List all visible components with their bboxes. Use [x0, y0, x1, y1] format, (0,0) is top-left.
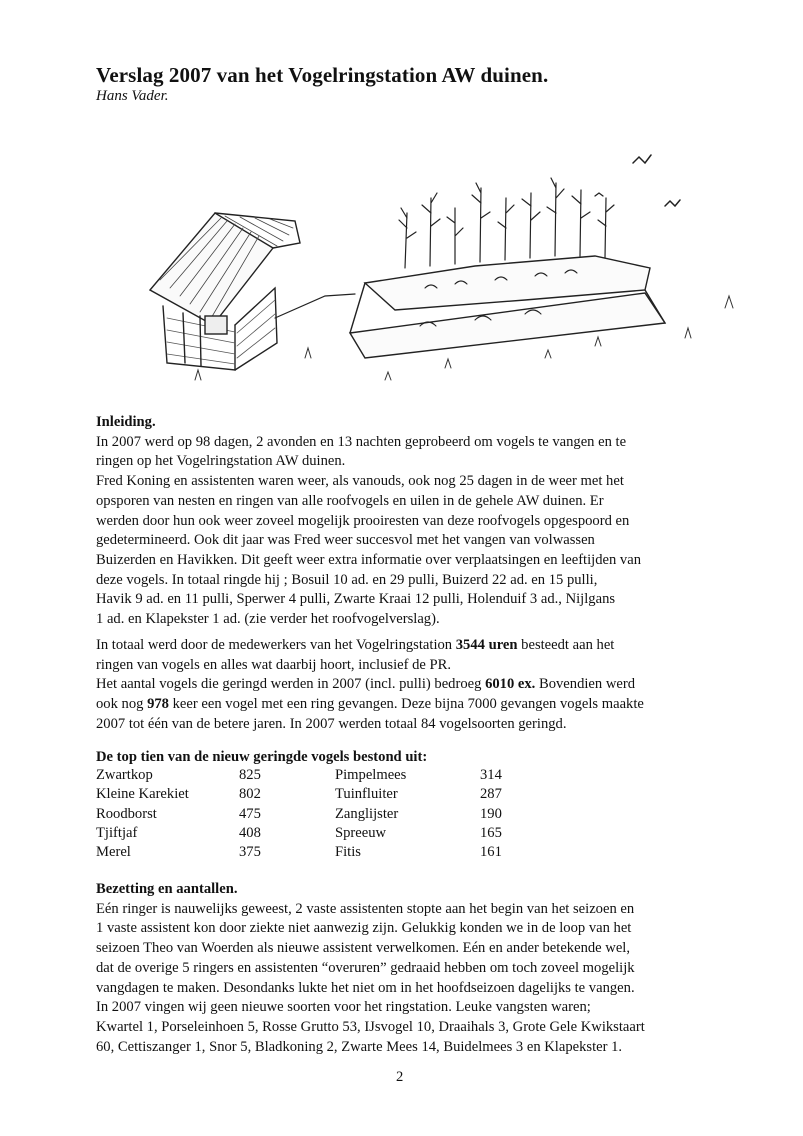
- text-run: ook nog: [96, 696, 148, 713]
- text-line: opsporen van nesten en ringen van alle roofvogels en uilen in de gehele AW duinen. Er: [96, 492, 604, 509]
- species-count: 190: [480, 805, 502, 822]
- text-run: besteedt aan het: [517, 637, 615, 653]
- species-name: Zanglijster: [335, 805, 399, 822]
- species-count: 314: [480, 767, 502, 783]
- author-name: Hans Vader.: [96, 88, 169, 104]
- text-line: 1 vaste assistent kon door ziekte niet aanwezig zijn. Gelukkig konden we in de loop van het: [96, 920, 632, 937]
- text-line: werden door hun ook weer zoveel mogelijk prooiresten van deze roofvogels opgespoord en: [96, 512, 630, 529]
- bird-2: [665, 200, 680, 206]
- species-name: Merel: [96, 844, 131, 861]
- species-count: 408: [239, 824, 261, 841]
- page-title: Verslag 2007 van het Vogelringstation AW duinen.: [96, 63, 549, 87]
- species-count: 475: [239, 805, 261, 822]
- section-heading: Inleiding.: [96, 414, 156, 430]
- text-line: dat de overige 5 ringers en assistenten “overuren” gedraaid hebben om toch zoveel mogelijk: [96, 959, 635, 976]
- species-name: Zwartkop: [96, 767, 153, 783]
- text-run: Bovendien werd: [535, 676, 636, 693]
- species-count: 825: [239, 767, 261, 783]
- top10-table: [96, 766, 616, 862]
- totals-section: [96, 636, 736, 735]
- text-line: gedetermineerd. Ook dit jaar was Fred weer succesvol met het vangen van volwassen: [96, 532, 595, 549]
- table-row: [96, 766, 616, 785]
- species-name: Tjiftjaf: [96, 824, 138, 841]
- text-line: [96, 695, 736, 715]
- text-line: 1 ad. en Klapekster 1 ad. (zie verder het roofvogelverslag).: [96, 611, 440, 628]
- ringing-station-illustration: [125, 118, 780, 418]
- species-name: Kleine Karekiet: [96, 786, 189, 803]
- species-name: Fitis: [335, 844, 361, 861]
- text-line: [96, 636, 736, 656]
- text-line: deze vogels. In totaal ringde hij ; Bosuil 10 ad. en 29 pulli, Buizerd 22 ad. en 15 pulli,: [96, 571, 598, 588]
- text-line: [96, 675, 736, 695]
- text-line: Buizerden en Havikken. Dit geeft weer extra informatie over verplaatsingen en leeftijden van: [96, 551, 642, 568]
- table-row: [96, 843, 616, 862]
- text-line: Fred Koning en assistenten waren weer, als vanouds, ook nog 25 dagen in de weer met het: [96, 473, 624, 490]
- text-line: 2007 tot één van de betere jaren. In 2007 werden totaal 84 vogelsoorten geringd.: [96, 715, 567, 732]
- top10-heading: De top tien van de nieuw geringde vogels bestond uit:: [96, 749, 428, 765]
- species-name: Pimpelmees: [335, 767, 407, 783]
- text-line: 60, Cettiszanger 1, Snor 5, Bladkoning 2, Zwarte Mees 14, Buidelmees 3 en Klapekster 1.: [96, 1038, 623, 1055]
- bird-1: [633, 155, 651, 163]
- species-count: 287: [480, 786, 502, 803]
- shed-drawing: [150, 213, 300, 370]
- bird-3: [595, 193, 603, 196]
- species-name: Spreeuw: [335, 824, 387, 841]
- text-line: Eén ringer is nauwelijks geweest, 2 vaste assistenten stopte aan het begin van het seizoen en: [96, 900, 635, 917]
- text-line: ringen van vogels en alles wat daarbij hoort, inclusief de PR.: [96, 656, 452, 673]
- table-row: [96, 824, 616, 843]
- page-number: 2: [396, 1069, 404, 1085]
- text-line: Havik 9 ad. en 11 pulli, Sperwer 4 pulli, Zwarte Kraai 12 pulli, Holenduif 3 ad., Nijlgans: [96, 591, 616, 608]
- text-line: ringen op het Vogelringstation AW duinen.: [96, 453, 346, 470]
- species-count: 802: [239, 786, 261, 803]
- hours-value: 3544 uren: [455, 637, 518, 653]
- text-run: keer een vogel met een ring gevangen. Deze bijna 7000 gevangen vogels maakte: [168, 696, 644, 713]
- species-count: 165: [480, 824, 502, 841]
- recapture-count-value: 978: [147, 696, 169, 713]
- text-run: In totaal werd door de medewerkers van het Vogelringstation: [96, 637, 456, 653]
- species-name: Roodborst: [96, 805, 157, 822]
- species-name: Tuinfluiter: [335, 786, 398, 803]
- text-line: vangdagen te maken. Desondanks lukte het niet om in het hoofdseizoen dagelijks te vangen.: [96, 979, 635, 996]
- table-row: [96, 805, 616, 824]
- text-line: Kwartel 1, Porseleinhoen 5, Rosse Grutto 53, IJsvogel 10, Draaihals 3, Grote Gele Kwikstaart: [96, 1018, 645, 1035]
- ringed-count-value: 6010 ex.: [485, 676, 536, 693]
- bezetting-section: [96, 880, 736, 1057]
- section-heading: Bezetting en aantallen.: [96, 881, 238, 897]
- text-run: Het aantal vogels die geringd werden in 2007 (incl. pulli) bedroeg: [96, 676, 486, 693]
- table-row: [96, 785, 616, 804]
- species-count: 161: [480, 844, 502, 861]
- text-line: seizoen Theo van Woerden als nieuwe assistent verwelkomen. Eén en ander betekende wel,: [96, 940, 631, 957]
- text-line: In 2007 werd op 98 dagen, 2 avonden en 13 nachten geprobeerd om vogels te vangen en te: [96, 433, 627, 450]
- species-count: 375: [239, 844, 261, 861]
- text-line: In 2007 vingen wij geen nieuwe soorten voor het ringstation. Leuke vangsten waren;: [96, 999, 591, 1016]
- intro-section: [96, 413, 736, 630]
- garden-drawing: [195, 155, 733, 380]
- fence-line: [275, 294, 355, 318]
